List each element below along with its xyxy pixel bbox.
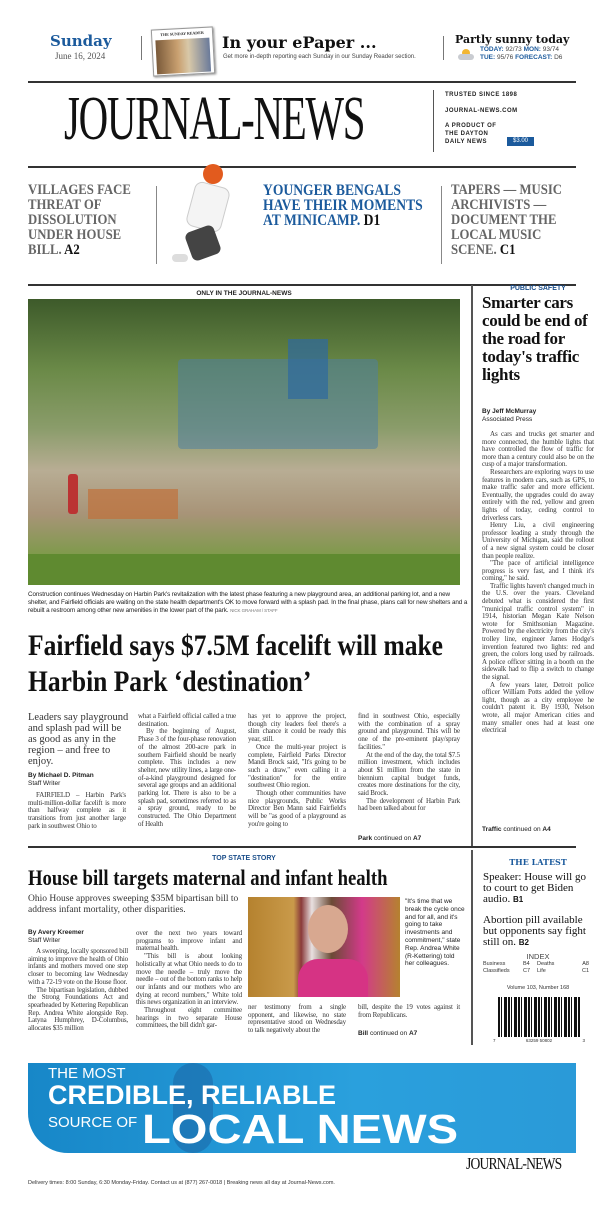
lead-col-2: what a Fairfield official called a true destination. By the beginning of August, Phase 3 of the four-phase renovation of the almost 200-acre park in southern Fairfield should be nearly complete. This includes a new shelter, new utility lines, a large one-of-a-kind playground designed for several age groups and an additional parking lot. There is also to be a splash pad, sometimes referred to as a spray ground, ready to be constructed. The Ohio Department of Health bbox=[138, 712, 236, 828]
lead-col-1: FAIRFIELD – Harbin Park's multi-million-dollar facelift is more than halfway complete as it transitions from just another large park in southwest Ohio to bbox=[28, 791, 126, 830]
second-jump-link[interactable]: Bill continued on A7 bbox=[358, 1030, 418, 1037]
teaser-bengals[interactable]: YOUNGER BENGALS HAVE THEIR MOMENTS AT MINICAMP. D1 bbox=[263, 182, 423, 229]
credible-news-ad[interactable] bbox=[28, 1063, 576, 1153]
barcode-number: 7 63259 50802 3 bbox=[493, 1038, 585, 1043]
harbin-park-photo[interactable] bbox=[28, 299, 460, 585]
product-label: A PRODUCT OF THE DAYTON DAILY NEWS bbox=[445, 123, 497, 145]
lead-col-4: find in southwest Ohio, especially with the combination of a spray ground and playground. This will be one of the pre-eminent play/spray facilities." At the end of the day, the total $7.5 million investment, which includes about $1 million from the state in biennium capital budget funds, creates more destinations for the city, said Brock. The development of Harbin Park had been talked about for bbox=[358, 712, 460, 813]
second-headline[interactable]: House bill targets maternal and infant health bbox=[28, 865, 388, 890]
top-rule bbox=[28, 81, 576, 83]
ad-line-3a: SOURCE OF bbox=[48, 1114, 138, 1131]
second-col-1: A sweeping, locally sponsored bill aiming to improve the health of Ohio infants and mothers moved one step closer to becoming law Wednesday with a 72-19 vote on the House floor. The bipartisan legislation, dubbed the Strong Foundations Act and spearheaded by Kettering Republican Rep. Andrea White alongside Rep. Latyna Humphrey, D-Columbus, allocates $35 million bbox=[28, 947, 128, 1033]
divider bbox=[441, 186, 442, 264]
lead-deck: Leaders say playground and splash pad will be as good as any in the region – and free to enjoy. bbox=[28, 712, 129, 767]
lead-col-3: has yet to approve the project, though city leaders feel there's a slim chance it could be ready this year, still. Once the multi-year project is complete, Fairfield Parks Director Mandi Brock said, "It's going to be such a draw," even calling it a "destination" for the entire southwest Ohio region. Though other communities have nice playgrounds, Public Works Director Ben Mann said Fairfield's will be "as good of a playground as you're going to bbox=[248, 712, 346, 828]
price-badge: $3.00 bbox=[507, 137, 534, 146]
rail-divider bbox=[471, 285, 473, 847]
masthead-logo[interactable]: JOURNAL-NEWS bbox=[64, 85, 365, 153]
rail-divider bbox=[471, 850, 473, 1045]
second-byline: By Avery Kreemer Staff Writer bbox=[28, 929, 84, 944]
latest-item[interactable]: Speaker: House will go to court to get Biden audio. B1 bbox=[483, 871, 586, 905]
photo-quote: "It's time that we break the cycle once and for all, and it's going to take investments and commitment," state Rep. Andrea White (R-Kettering) told her colleagues. bbox=[405, 898, 465, 968]
epaper-title[interactable]: In your ePaper ... bbox=[222, 33, 377, 52]
partly-sunny-icon bbox=[458, 52, 474, 60]
barcode bbox=[498, 997, 580, 1037]
lead-byline: By Michael D. Pitman Staff Writer bbox=[28, 772, 94, 787]
latest-item[interactable]: Abortion pill available but opponents say fight still on. B2 bbox=[483, 914, 586, 948]
lead-jump-link[interactable]: Park continued on A7 bbox=[358, 835, 422, 842]
index-title: INDEX bbox=[526, 952, 550, 961]
ad-logo: JOURNAL-NEWS bbox=[466, 1154, 562, 1173]
weather-title: Partly sunny today bbox=[455, 33, 570, 46]
site-label[interactable]: JOURNAL-NEWS.COM bbox=[445, 108, 518, 114]
divider bbox=[141, 36, 142, 60]
lead-kicker: ONLY IN THE JOURNAL-NEWS bbox=[196, 290, 292, 297]
volume-label: Volume 103, Number 168 bbox=[506, 985, 570, 991]
index-table: Business B4 Deaths A8 Classifieds C7 Life C1 bbox=[483, 961, 589, 974]
teaser-villages[interactable]: VILLAGES FACE THREAT OF DISSOLUTION UNDER HOUSE BILL. A2 bbox=[28, 182, 131, 258]
rail-jump-link[interactable]: Traffic continued on A4 bbox=[482, 826, 551, 833]
weather-line-2: TUE: 95/76 FORECAST: D6 bbox=[480, 54, 563, 61]
rail-headline[interactable]: Smarter cars could be end of the road for today's traffic lights bbox=[482, 293, 588, 384]
epaper-thumbnail[interactable] bbox=[151, 26, 215, 76]
photo-credit: NICK GRAHAM / STAFF bbox=[230, 608, 278, 613]
ad-line-2: CREDIBLE, RELIABLE bbox=[48, 1080, 337, 1110]
ad-line-1: THE MOST bbox=[48, 1065, 126, 1082]
teaser-tapers[interactable]: TAPERS — MUSIC ARCHIVISTS — DOCUMENT THE LOCAL MUSIC SCENE. C1 bbox=[451, 182, 562, 258]
divider bbox=[433, 90, 434, 152]
divider bbox=[156, 186, 157, 264]
lead-headline[interactable]: Fairfield says $7.5M facelift will make Harbin Park ‘destination’ bbox=[28, 629, 443, 698]
second-col-2: over the next two years toward programs to improve infant and maternal health. "This bill is about looking holistically at what Ohio needs to do to move the needle – truly move the needle – out of the bottom ranks to help our infants and our mothers who are dying at record numbers," White told this news organization in an interview. Throughout eight committee hearings in two separate House committees, the bill didn't gar- bbox=[136, 929, 242, 1030]
ad-line-3b: LOCAL NEWS bbox=[142, 1106, 459, 1152]
second-col-4: bill, despite the 19 votes against it from Republicans. bbox=[358, 1003, 460, 1019]
latest-kicker: THE LATEST bbox=[509, 857, 567, 867]
footer-text: Delivery times: 8:00 Sunday, 6:30 Monday-Friday. Contact us at (877) 267-0018 | Breaking news all day at Journal-News.com. bbox=[28, 1180, 335, 1186]
bengals-player-photo bbox=[168, 164, 250, 272]
divider bbox=[443, 36, 444, 60]
masthead-rule bbox=[28, 166, 576, 168]
day-label: Sunday bbox=[50, 32, 112, 50]
second-kicker: TOP STATE STORY bbox=[212, 855, 276, 862]
epaper-thumb-label: THE SUNDAY READER bbox=[160, 29, 204, 38]
weather-line-1: TODAY: 92/73 MON: 93/74 bbox=[480, 46, 560, 53]
date-label: June 16, 2024 bbox=[55, 51, 106, 61]
rail-body: As cars and trucks get smarter and more connected, the humble lights that have controlled the flow of traffic for more than a century could also be on the cusp of a major transformation. Researchers are exploring ways to use features in modern cars, such as GPS, to make traffic safer and more efficient. Eventually, the upgrades could do away entirely with the red, yellow and green lights of today, ceding control to driverless cars. Henry Liu, a civil engineering professor leading a study through the University of Michigan, said the rollout of a new signal system could be closer than people realize. "The pace of artificial intelligence progress is very fast, and I think it's coming," he said. Traffic lights haven't changed much in the U.S. over the years. Cleveland debuted what is considered the first "municipal traffic control system" in 1914, historian Megan Kate Nelson wrote for Smithsonian Magazine. Powered by the electricity from the city's trolley line, engineer James Hodge's invention featured two lights: red and green, the colors long used by railroads. A police officer sitting in a booth on the sidewalk had to flip a switch to change the signal. A few years later, Detroit police officer William Potts added the yellow light, though as a city employee he couldn't patent it. By 1930, Nelson wrote, all major American cities and many smaller ones had at least one electrical bbox=[482, 430, 594, 735]
rail-kicker: PUBLIC SAFETY bbox=[510, 285, 566, 292]
rail-byline: By Jeff McMurray Associated Press bbox=[482, 408, 537, 423]
photo-caption: Construction continues Wednesday on Harbin Park's revitalization with the latest phase featuring a new playground area, an additional parking lot, and a new shelter, and Fairfield officials are waiting on the state health department's OK to move forward with a splash pad. In the final phase, plans call for new shelters and a rebuilt a restroom among other new amenities in the lower part of the park. NICK GRAHAM / STAFF bbox=[28, 591, 468, 614]
second-col-3: ner testimony from a single opponent, and likewise, no state representative stood on Wednesday to talk negatively about the bbox=[248, 1003, 346, 1035]
epaper-subtitle: Get more in-depth reporting each Sunday in our Sunday Reader section. bbox=[223, 54, 416, 60]
trusted-label: TRUSTED SINCE 1898 bbox=[445, 92, 518, 98]
section-rule bbox=[28, 846, 576, 848]
andrea-white-photo[interactable] bbox=[248, 897, 400, 997]
second-deck: Ohio House approves sweeping $35M bipartisan bill to address infant mortality, other disparities. bbox=[28, 894, 239, 915]
